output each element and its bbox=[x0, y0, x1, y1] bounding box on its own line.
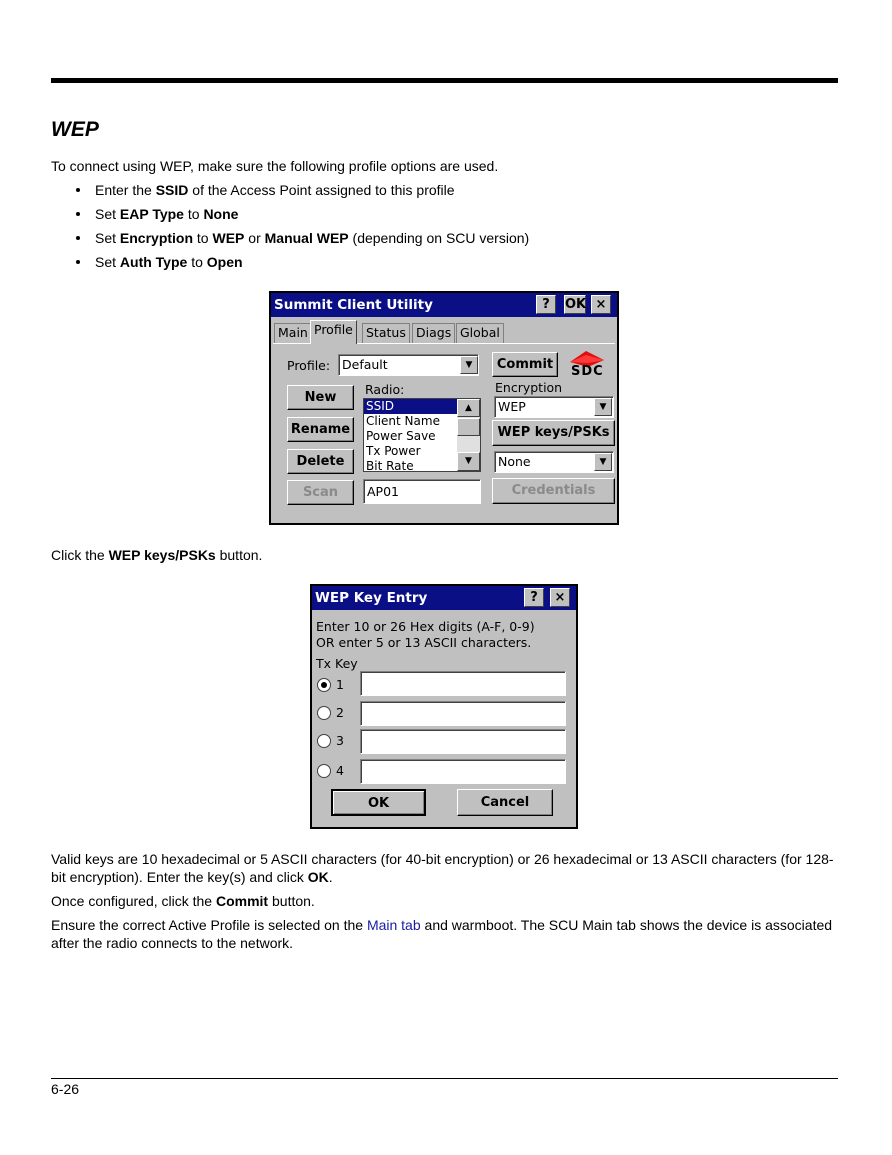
main-tab-link[interactable]: Main tab bbox=[366, 917, 421, 933]
key-number-label: 4 bbox=[336, 763, 344, 778]
click-instruction: Click the WEP keys/PSKs button. bbox=[51, 547, 263, 563]
instruction-line-1: Enter 10 or 26 Hex digits (A-F, 0-9) bbox=[316, 619, 535, 634]
tx-key-radio-2[interactable] bbox=[317, 706, 331, 720]
valid-keys-line-2: bit encryption). Enter the key(s) and click OK. bbox=[51, 869, 333, 885]
tab-status[interactable]: Status bbox=[362, 323, 410, 343]
wep-key-4-input[interactable] bbox=[360, 759, 566, 784]
scan-button[interactable]: Scan bbox=[287, 480, 354, 505]
list-item[interactable]: Client Name bbox=[366, 414, 440, 428]
list-item: Enter the SSID of the Access Point assigned to this profile bbox=[76, 181, 529, 205]
chevron-down-icon[interactable]: ▼ bbox=[594, 398, 612, 416]
intro-text: To connect using WEP, make sure the following profile options are used. bbox=[51, 158, 499, 174]
key-number-label: 1 bbox=[336, 677, 344, 692]
list-item: Set EAP Type to None bbox=[76, 205, 529, 229]
wep-key-entry-window bbox=[310, 584, 578, 829]
list-item[interactable]: Bit Rate bbox=[366, 459, 414, 472]
tx-key-radio-1[interactable] bbox=[317, 678, 331, 692]
tab-profile[interactable]: Profile bbox=[310, 320, 357, 344]
scrollbar[interactable] bbox=[457, 399, 480, 471]
tx-key-label: Tx Key bbox=[316, 656, 358, 671]
scroll-thumb[interactable] bbox=[457, 418, 480, 436]
list-item[interactable]: SSID bbox=[364, 399, 458, 414]
tx-key-radio-3[interactable] bbox=[317, 734, 331, 748]
chevron-down-icon[interactable]: ▼ bbox=[460, 356, 478, 374]
once-configured-text: Once configured, click the Commit button. bbox=[51, 893, 315, 909]
instruction-line-2: OR enter 5 or 13 ASCII characters. bbox=[316, 635, 532, 650]
close-button[interactable]: × bbox=[550, 588, 570, 607]
summit-client-utility-window bbox=[269, 291, 619, 525]
help-button[interactable]: ? bbox=[536, 295, 556, 314]
wep-key-1-input[interactable] bbox=[360, 671, 566, 696]
help-button[interactable]: ? bbox=[524, 588, 544, 607]
new-button[interactable]: New bbox=[287, 385, 354, 410]
rename-button[interactable]: Rename bbox=[287, 417, 354, 442]
chevron-down-icon[interactable]: ▼ bbox=[594, 453, 612, 471]
close-button[interactable]: × bbox=[591, 295, 611, 314]
chevron-down-icon[interactable]: ▼ bbox=[457, 452, 480, 471]
key-number-label: 3 bbox=[336, 733, 344, 748]
auth-type-dropdown[interactable]: None bbox=[494, 451, 614, 473]
chevron-up-icon[interactable]: ▲ bbox=[457, 399, 480, 417]
valid-keys-line-1: Valid keys are 10 hexadecimal or 5 ASCII characters (for 40-bit encryption) or 26 hexadecimal or 13 ASCII characters (for 128- bbox=[51, 851, 834, 867]
radio-value-input[interactable]: AP01 bbox=[363, 479, 481, 504]
section-heading: WEP bbox=[51, 118, 99, 141]
list-item[interactable]: Power Save bbox=[366, 429, 436, 443]
header-rule bbox=[51, 78, 838, 83]
wep-title: WEP Key Entry bbox=[315, 590, 428, 606]
wep-key-3-input[interactable] bbox=[360, 729, 566, 754]
encryption-dropdown[interactable]: WEP bbox=[494, 396, 614, 418]
ok-button[interactable]: OK bbox=[331, 789, 426, 816]
profile-label: Profile: bbox=[287, 358, 331, 373]
tx-key-radio-4[interactable] bbox=[317, 764, 331, 778]
list-item: Set Encryption to WEP or Manual WEP (depending on SCU version) bbox=[76, 229, 529, 253]
profile-dropdown[interactable]: Default bbox=[338, 354, 479, 376]
cancel-button[interactable]: Cancel bbox=[457, 789, 553, 816]
ok-button[interactable]: OK bbox=[565, 297, 587, 312]
wep-key-2-input[interactable] bbox=[360, 701, 566, 726]
option-list bbox=[76, 181, 529, 277]
page-number: 6-26 bbox=[51, 1081, 80, 1097]
ensure-text-line-1: Ensure the correct Active Profile is selected on the Main tab and warmboot. The SCU Main tab shows the device is associated bbox=[51, 917, 833, 933]
tab-diags[interactable]: Diags bbox=[412, 323, 455, 343]
tab-global[interactable]: Global bbox=[456, 323, 504, 343]
tab-main[interactable]: Main bbox=[274, 323, 312, 343]
credentials-button[interactable]: Credentials bbox=[492, 478, 615, 504]
list-item[interactable]: Tx Power bbox=[366, 444, 421, 458]
list-item: Set Auth Type to Open bbox=[76, 253, 529, 277]
scu-title: Summit Client Utility bbox=[274, 297, 433, 313]
footer-rule bbox=[51, 1078, 838, 1079]
radio-label: Radio: bbox=[365, 382, 405, 397]
sdc-logo: SDC bbox=[564, 349, 609, 379]
key-number-label: 2 bbox=[336, 705, 344, 720]
commit-button[interactable]: Commit bbox=[492, 352, 558, 377]
wep-keys-psks-button[interactable]: WEP keys/PSKs bbox=[492, 420, 615, 446]
ensure-text-line-2: after the radio connects to the network. bbox=[51, 935, 294, 951]
delete-button[interactable]: Delete bbox=[287, 449, 354, 474]
encryption-label: Encryption bbox=[495, 380, 563, 395]
